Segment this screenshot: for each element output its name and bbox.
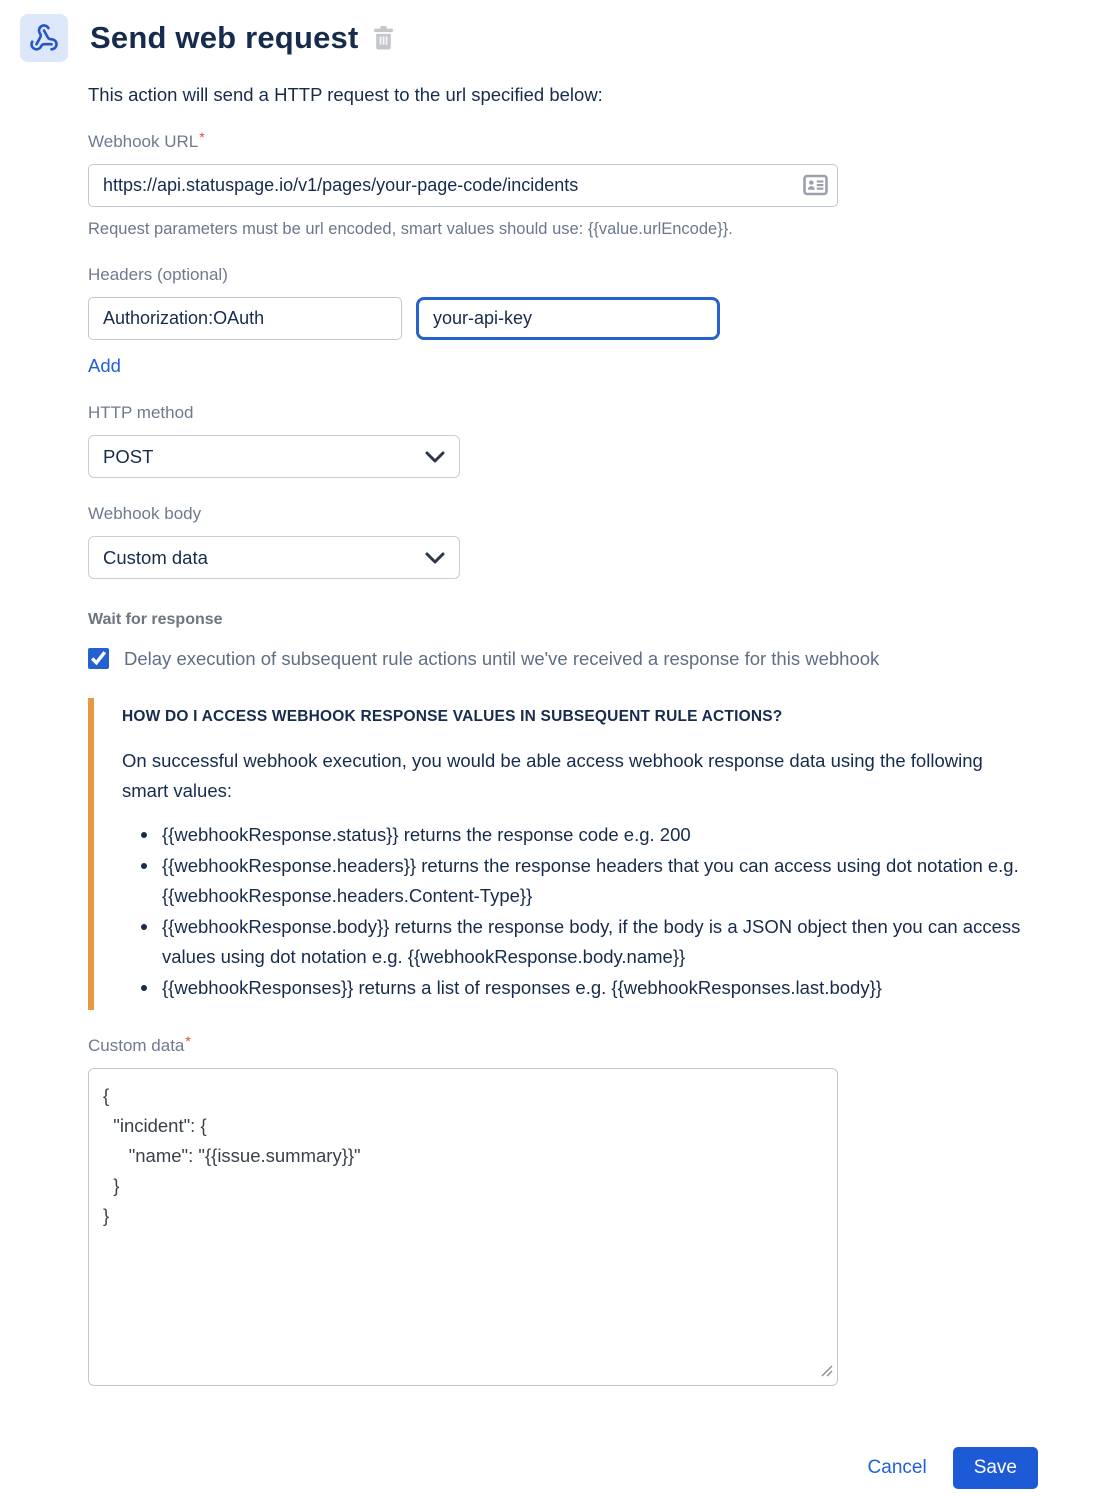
webhook-body-select[interactable] <box>88 536 460 579</box>
headers-label: Headers (optional) <box>88 265 228 284</box>
page-title: Send web request <box>90 20 359 55</box>
save-button[interactable]: Save <box>953 1447 1038 1489</box>
webhook-url-field-wrap <box>88 164 838 207</box>
resize-handle-icon[interactable] <box>819 1363 833 1382</box>
info-panel-intro: On successful webhook execution, you would be able access webhook response data using the following smart values: <box>122 750 983 801</box>
http-method-value: POST <box>103 445 154 467</box>
wait-for-response-label: Wait for response <box>88 611 223 628</box>
add-header-link[interactable]: Add <box>88 355 121 376</box>
trash-icon <box>373 26 394 50</box>
list-item: {{webhookResponse.headers}} returns the response headers that you can access using dot notation e.g. {{webhookResponse.headers.Content-Type}} <box>162 851 1022 911</box>
list-item: {{webhookResponse.status}} returns the response code e.g. 200 <box>162 820 1022 850</box>
cancel-button[interactable]: Cancel <box>867 1457 927 1478</box>
http-method-select[interactable] <box>88 435 460 478</box>
custom-data-textarea[interactable] <box>88 1068 838 1386</box>
webhook-url-input[interactable] <box>88 164 838 207</box>
chevron-down-icon <box>425 451 445 463</box>
delay-execution-label[interactable]: Delay execution of subsequent rule actions until we've received a response for this webhook <box>124 648 880 669</box>
header-key-input[interactable] <box>88 297 402 340</box>
webhook-url-help-text: Request parameters must be url encoded, smart values should use: {{value.urlEncode}}. <box>88 220 733 238</box>
http-method-label: HTTP method <box>88 403 194 422</box>
required-asterisk: * <box>185 1033 191 1049</box>
form-footer <box>88 1447 1038 1489</box>
list-item: {{webhookResponses}} returns a list of responses e.g. {{webhookResponses.last.body}} <box>162 973 1022 1003</box>
webhook-url-label: Webhook URL* <box>88 129 205 151</box>
webhook-body-value: Custom data <box>103 546 208 568</box>
delay-execution-checkbox[interactable] <box>88 648 109 669</box>
form-body <box>88 84 1038 1489</box>
list-item: {{webhookResponse.body}} returns the response body, if the body is a JSON object then you can access values using dot notation e.g. {{webhookResponse.body.name}} <box>162 912 1022 972</box>
header-row <box>88 297 1038 340</box>
delete-action-button[interactable] <box>373 26 394 50</box>
delay-execution-row <box>88 644 1038 674</box>
required-asterisk: * <box>199 129 205 145</box>
webhook-response-info-panel <box>88 698 1038 1010</box>
header-value-input[interactable] <box>416 297 720 340</box>
chevron-down-icon <box>425 552 445 564</box>
smart-values-list <box>122 820 1038 1003</box>
contact-card-icon[interactable] <box>803 174 828 201</box>
webhook-icon <box>20 14 68 62</box>
info-panel-heading: HOW DO I ACCESS WEBHOOK RESPONSE VALUES IN SUBSEQUENT RULE ACTIONS? <box>122 708 783 725</box>
custom-data-label: Custom data* <box>88 1033 191 1055</box>
custom-data-field-wrap <box>88 1068 838 1391</box>
form-header <box>20 14 1038 62</box>
webhook-body-label: Webhook body <box>88 504 202 523</box>
action-description: This action will send a HTTP request to the url specified below: <box>88 84 603 105</box>
